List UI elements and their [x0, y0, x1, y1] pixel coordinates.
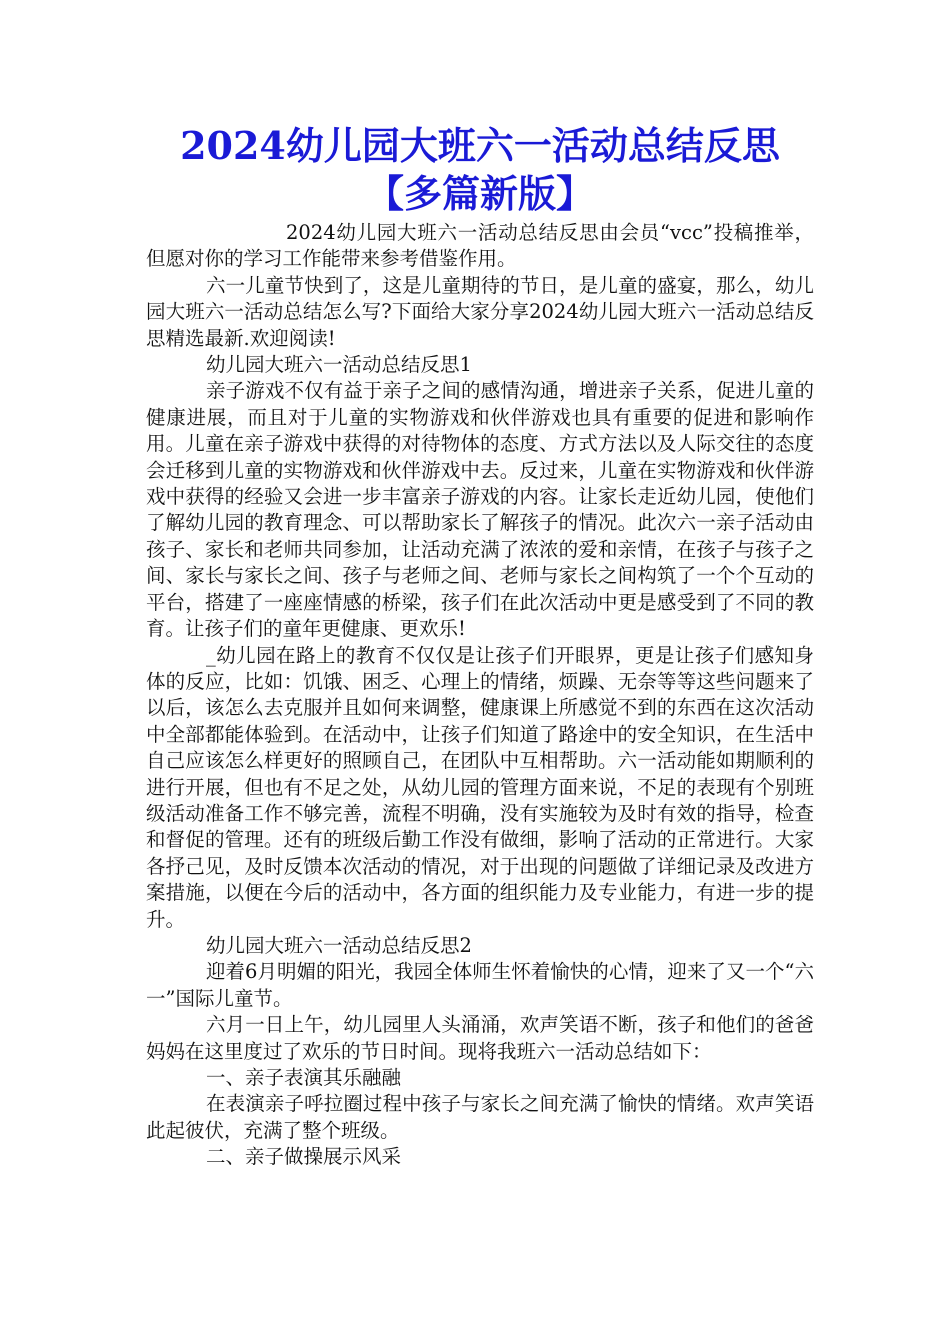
body-paragraph: 迎着6月明媚的阳光，我园全体师生怀着愉快的心情，迎来了又一个“六一”国际儿童节。	[146, 960, 814, 1010]
body-paragraph: 亲子游戏不仅有益于亲子之间的感情沟通，增进亲子关系，促进儿童的健康进展，而且对于儿童的实物游戏和伙伴游戏也具有重要的促进和影响作用。儿童在亲子游戏中获得的对待物体的态度、方式方法以及人际交往的态度会迁移到儿童的实物游戏和伙伴游戏中去。反过来，儿童在实物游戏和伙伴游戏中获得的经验又会进一步丰富亲子游戏的内容。让家长走近幼儿园，使他们了解幼儿园的教育理念、可以帮助家长了解孩子的情况。此次六一亲子活动由孩子、家长和老师共同参加，让活动充满了浓浓的爱和亲情，在孩子与孩子之间、家长与家长之间、孩子与老师之间、老师与家长之间构筑了一个个互动的平台，搭建了一座座情感的桥梁，孩子们在此次活动中更是感受到了不同的教育。让孩子们的童年更健康、更欢乐!	[146, 379, 814, 641]
document-title	[146, 122, 814, 218]
body-paragraph: 六月一日上午，幼儿园里人头涌涌，欢声笑语不断，孩子和他们的爸爸妈妈在这里度过了欢乐的节日时间。现将我班六一活动总结如下：	[146, 1013, 814, 1063]
section-heading: 幼儿园大班六一活动总结反思2	[206, 933, 472, 957]
sub-heading: 一、亲子表演其乐融融	[206, 1066, 402, 1089]
body-paragraph: _幼儿园在路上的教育不仅仅是让孩子们开眼界，更是让孩子们感知身体的反应，比如：饥饿、困乏、心理上的情绪，烦躁、无奈等等这些问题来了以后，该怎么去克服并且如何来调整，健康课上所感觉不到的东西在这次活动中全部都能体验到。在活动中，让孩子们知道了路途中的安全知识，在生活中自己应该怎么样更好的照顾自己，在团队中互相帮助。六一活动能如期顺利的进行开展，但也有不足之处，从幼儿园的管理方面来说，不足的表现有个别班级活动准备工作不够完善，流程不明确，没有实施较为及时有效的指导，检查和督促的管理。还有的班级后勤工作没有做细，影响了活动的正常进行。大家各抒己见，及时反馈本次活动的情况，对于出现的问题做了详细记录及改进方案措施，以便在今后的活动中，各方面的组织能力及专业能力，有进一步的提升。	[146, 643, 814, 931]
document-page	[146, 122, 814, 1171]
intro-paragraph: 2024幼儿园大班六一活动总结反思由会员“vcc”投稿推举，但愿对你的学习工作能带来参考借鉴作用。	[146, 221, 814, 271]
title-line-1: 2024幼儿园大班六一活动总结反思	[180, 123, 780, 168]
section-heading: 幼儿园大班六一活动总结反思1	[206, 353, 472, 377]
body-paragraph: 在表演亲子呼拉圈过程中孩子与家长之间充满了愉快的情绪。欢声笑语此起彼伏，充满了整个班级。	[146, 1092, 814, 1142]
sub-heading: 二、亲子做操展示风采	[206, 1145, 402, 1169]
title-line-2: 【多篇新版】	[365, 171, 594, 216]
body-paragraph: 六一儿童节快到了，这是儿童期待的节日，是儿童的盛宴，那么，幼儿园大班六一活动总结怎么写?下面给大家分享2024幼儿园大班六一活动总结反思精选最新.欢迎阅读!	[146, 273, 814, 350]
